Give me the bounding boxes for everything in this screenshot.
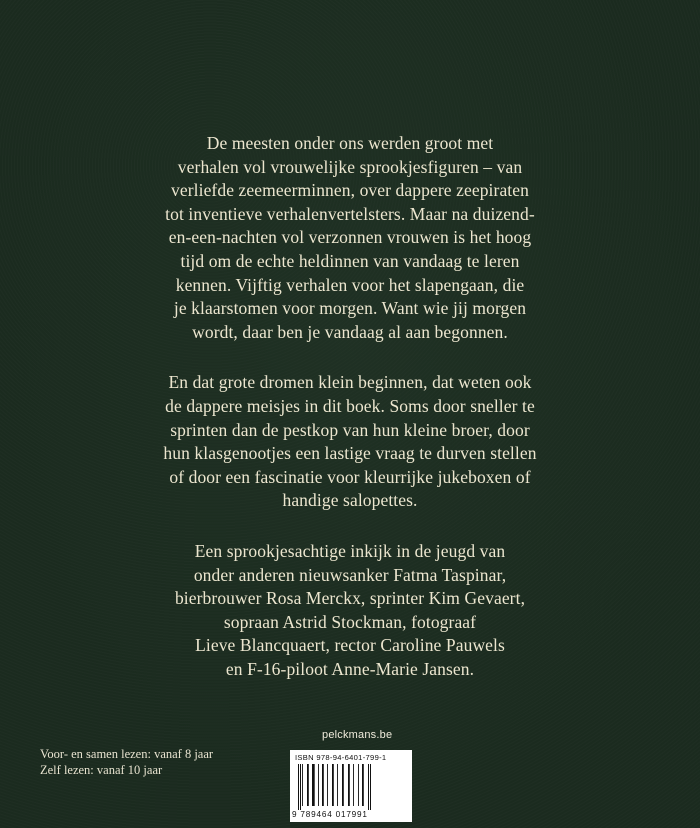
text-line: Lieve Blancquaert, rector Caroline Pauwels [195, 635, 505, 656]
text-line: kennen. Vijftig verhalen voor het slapengaan, die [175, 274, 525, 295]
text-line: handige salopettes. [282, 490, 418, 511]
blurb-paragraph-2 [96, 371, 604, 513]
text-line: of door een fascinatie voor kleurrijke jukeboxen of [169, 466, 531, 487]
isbn-label: ISBN 978-94-6401-799-1 [295, 753, 387, 762]
text-line: tot inventieve verhalenvertelsters. Maar na duizend- [165, 203, 535, 224]
text-line: hun klasgenootjes een lastige vraag te durven stellen [163, 443, 537, 464]
text-line: Een sprookjesachtige inkijk in de jeugd van [194, 540, 506, 561]
barcode-icon [296, 764, 408, 810]
text-line: de dappere meisjes in dit boek. Soms door sneller te [165, 395, 535, 416]
text-line: en F-16-piloot Anne-Marie Jansen. [225, 658, 475, 679]
text-line: tijd om de echte heldinnen van vandaag te leren [180, 250, 520, 271]
age-read-alone: Zelf lezen: vanaf 10 jaar [40, 763, 163, 777]
text-line: verliefde zeemeerminnen, over dappere zeepiraten [171, 180, 529, 201]
text-line: onder anderen nieuwsanker Fatma Taspinar, [193, 564, 507, 585]
age-read-together: Voor- en samen lezen: vanaf 8 jaar [40, 747, 214, 761]
publisher-url: pelckmans.be [322, 729, 393, 741]
text-line: wordt, daar ben je vandaag al aan begonnen. [192, 321, 508, 342]
barcode-digits: 9 789464 017991 [292, 810, 368, 819]
text-line: En dat grote dromen klein beginnen, dat weten ook [168, 372, 532, 393]
blurb-paragraph-3 [96, 540, 604, 682]
text-line: sprinten dan de pestkop van hun kleine broer, door [170, 419, 530, 440]
text-line: je klaarstomen voor morgen. Want wie jij morgen [173, 298, 527, 319]
text-line: De meesten onder ons werden groot met [206, 133, 494, 153]
text-line: sopraan Astrid Stockman, fotograaf [223, 611, 477, 632]
isbn-barcode [290, 750, 412, 822]
blurb-paragraph-1 [96, 132, 604, 344]
text-line: verhalen vol vrouwelijke sprookjesfiguren – van [177, 156, 523, 177]
reading-age-info [40, 746, 213, 778]
text-line: bierbrouwer Rosa Merckx, sprinter Kim Gevaert, [174, 588, 526, 609]
blurb-text [96, 132, 604, 708]
text-line: en-een-nachten vol verzonnen vrouwen is het hoog [168, 227, 532, 248]
